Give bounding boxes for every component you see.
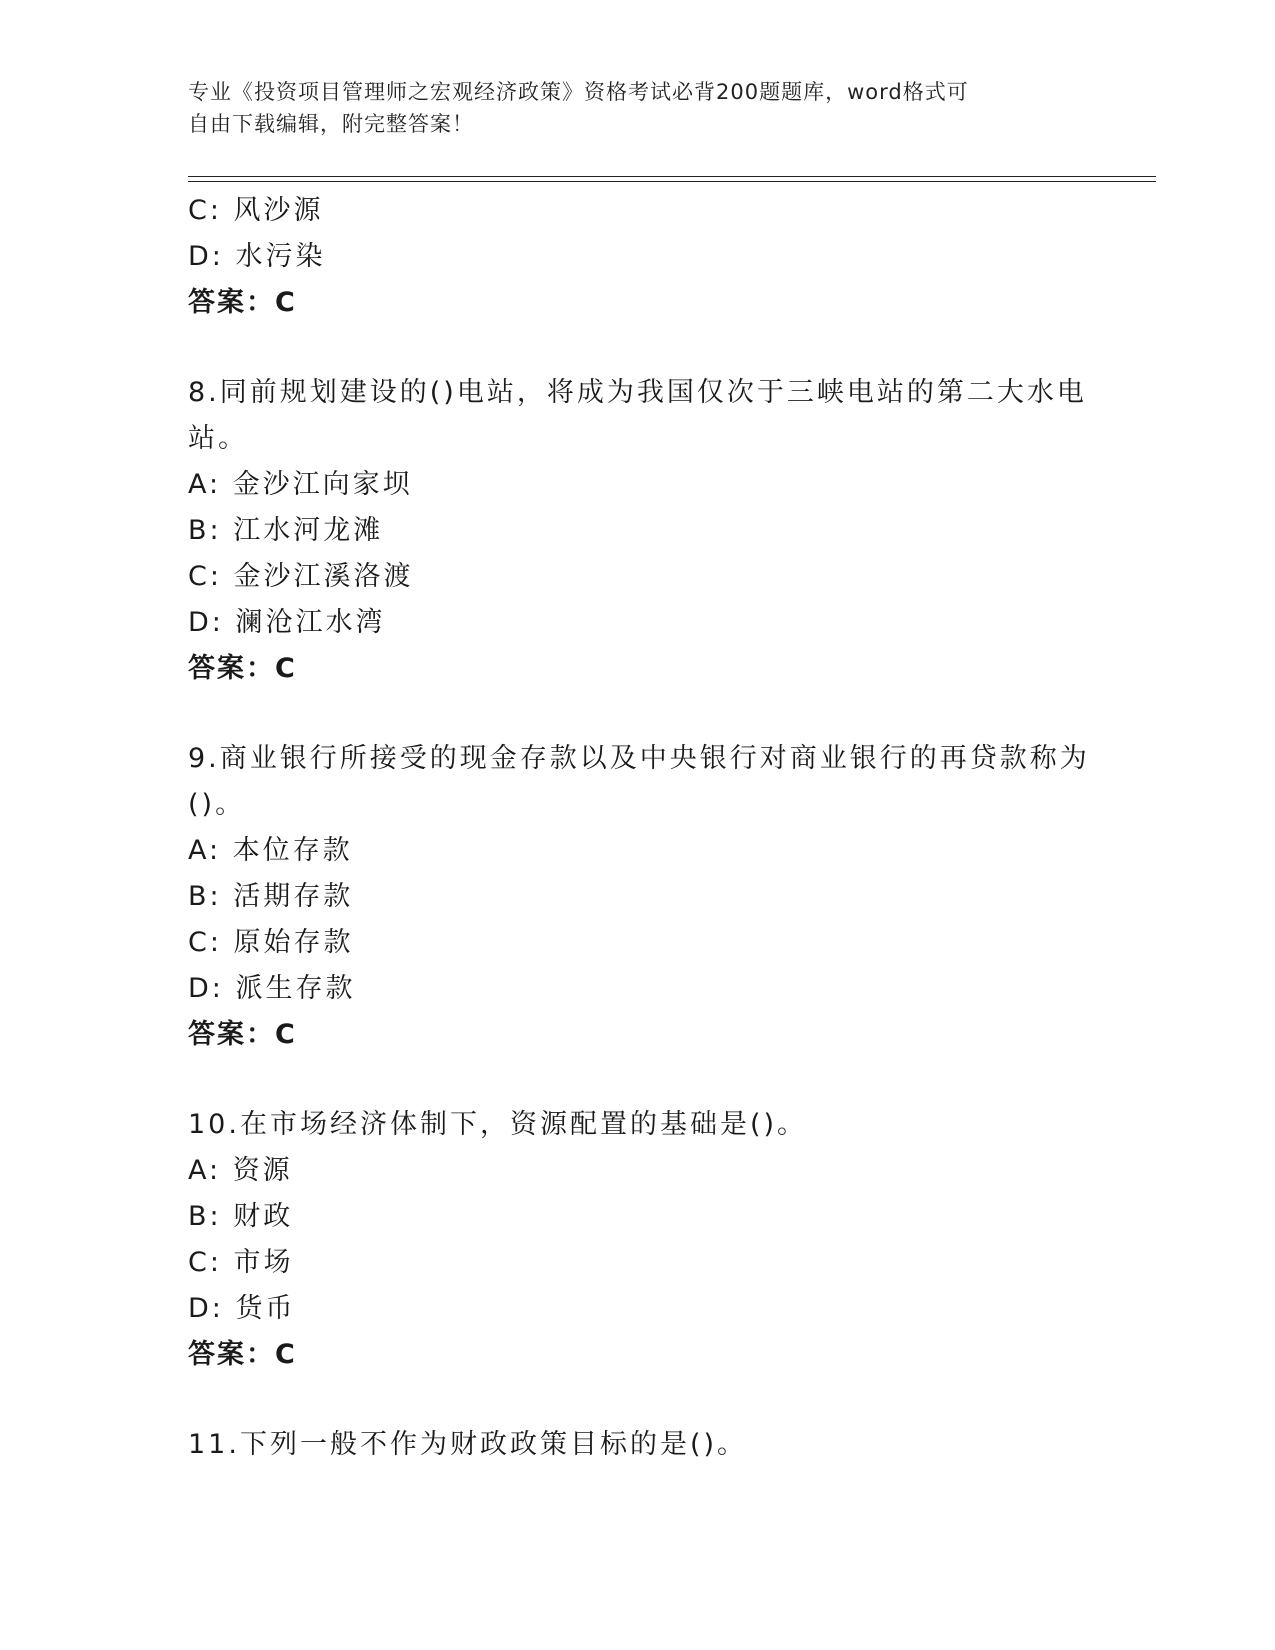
option-text: 活期存款 [233, 881, 354, 912]
option-label: D: [188, 607, 224, 638]
question-stem-line-1: 8.同前规划建设的()电站，将成为我国仅次于三峡电站的第二大水电 [188, 377, 1087, 408]
option-c [188, 188, 1088, 234]
partial-question [188, 188, 1088, 326]
question-10 [188, 1102, 1088, 1378]
option-text: 澜沧江水湾 [235, 607, 386, 638]
answer-line: 答案：C [188, 287, 297, 318]
option-text: 本位存款 [232, 835, 353, 866]
header-title-line-2: 自由下载编辑，附完整答案！ [188, 112, 474, 136]
option-label: C: [188, 927, 222, 958]
option-d [188, 1286, 1088, 1332]
option-text: 金沙江向家坝 [232, 469, 413, 500]
option-a [188, 1148, 1088, 1194]
option-text: 金沙江溪洛渡 [233, 561, 414, 592]
question-11 [188, 1422, 1088, 1468]
option-c [188, 554, 1088, 600]
spacer [188, 1378, 1088, 1422]
answer-line: 答案：C [188, 1339, 297, 1370]
option-b [188, 874, 1088, 920]
option-b [188, 508, 1088, 554]
option-text: 货币 [235, 1293, 296, 1324]
option-text: 市场 [233, 1247, 294, 1278]
document-header [188, 76, 1088, 140]
option-label: A: [188, 469, 222, 500]
option-text: 水污染 [235, 241, 326, 272]
option-text: 江水河龙滩 [233, 515, 384, 546]
option-b [188, 1194, 1088, 1240]
question-stem-line-1: 10.在市场经济体制下，资源配置的基础是()。 [188, 1109, 808, 1140]
option-c [188, 920, 1088, 966]
option-label: A: [188, 835, 222, 866]
option-label: B: [188, 1201, 222, 1232]
question-stem-line-1: 11.下列一般不作为财政政策目标的是()。 [188, 1429, 748, 1460]
header-title-line-1: 专业《投资项目管理师之宏观经济政策》资格考试必背200题题库，word格式可 [188, 80, 969, 104]
option-a [188, 828, 1088, 874]
option-d [188, 600, 1088, 646]
option-c [188, 1240, 1088, 1286]
option-label: C: [188, 1247, 222, 1278]
answer-line: 答案：C [188, 1019, 297, 1050]
option-label: A: [188, 1155, 222, 1186]
question-9 [188, 736, 1088, 1058]
spacer [188, 1058, 1088, 1102]
option-label: B: [188, 881, 222, 912]
question-stem-line-2: 站。 [188, 423, 248, 454]
question-stem-line-2: ()。 [188, 789, 246, 820]
option-label: D: [188, 973, 224, 1004]
question-stem-line-1: 9.商业银行所接受的现金存款以及中央银行对商业银行的再贷款称为 [188, 743, 1090, 774]
option-label: B: [188, 515, 222, 546]
question-list [188, 188, 1088, 1468]
option-text: 原始存款 [233, 927, 354, 958]
option-text: 财政 [233, 1201, 294, 1232]
header-divider-top [188, 176, 1156, 177]
option-text: 资源 [232, 1155, 293, 1186]
option-label: D: [188, 241, 224, 272]
spacer [188, 326, 1088, 370]
spacer [188, 692, 1088, 736]
option-label: C: [188, 195, 222, 226]
option-d [188, 234, 1088, 280]
option-text: 风沙源 [233, 195, 324, 226]
header-divider-bottom [188, 181, 1156, 182]
option-a [188, 462, 1088, 508]
option-d [188, 966, 1088, 1012]
option-text: 派生存款 [235, 973, 356, 1004]
answer-line: 答案：C [188, 653, 297, 684]
option-label: C: [188, 561, 222, 592]
option-label: D: [188, 1293, 224, 1324]
question-8 [188, 370, 1088, 692]
